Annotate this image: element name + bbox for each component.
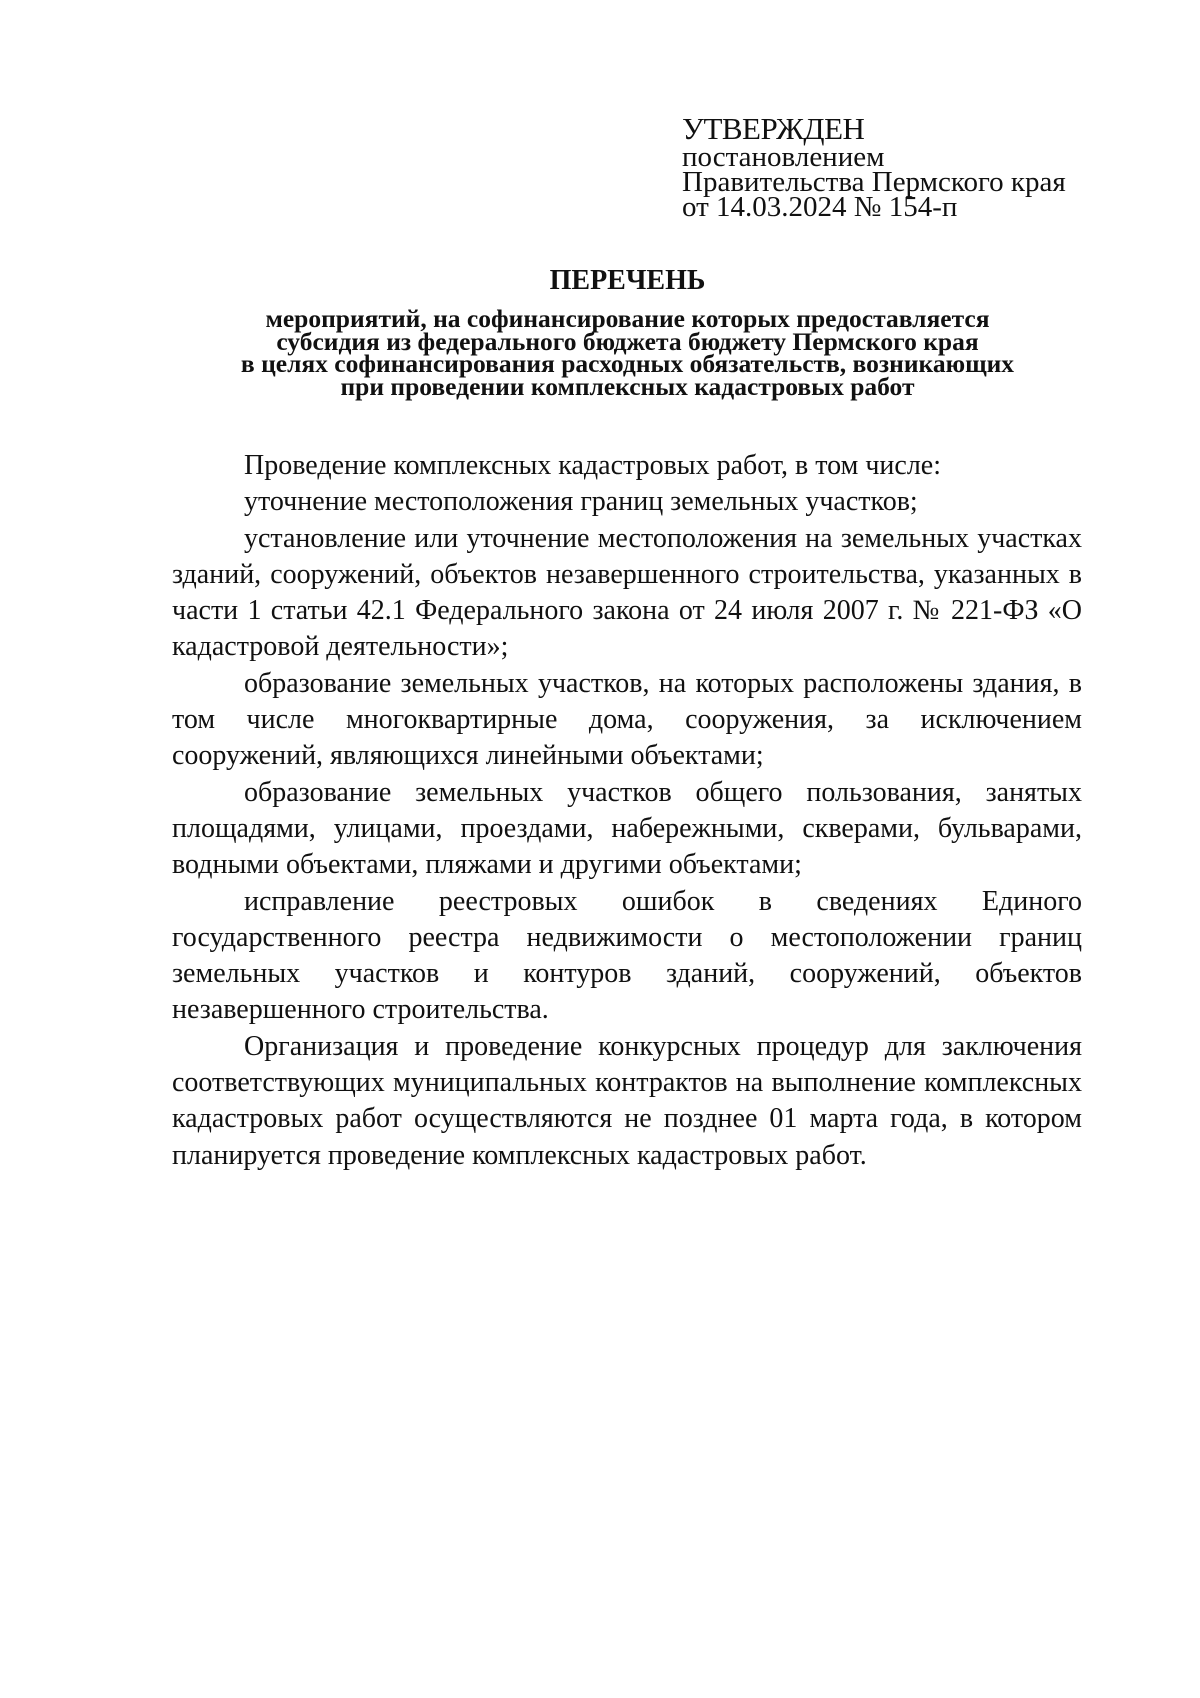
approval-stamp: УТВЕРЖДЕН [682,111,865,146]
subtitle-line: при проведении комплексных кадастровых работ [340,371,915,401]
body-paragraph: исправление реестровых ошибок в сведениях Единого государственного реестра недвижимости о местоположении границ земельных участков и контуров зданий, сооружений, объектов незавершенного строительства. [172,885,1082,1026]
body-paragraph: образование земельных участков, на которых расположены здания, в том числе многоквартирные дома, сооружения, за исключением сооружений, являющихся линейными объектами; [172,667,1082,772]
approval-resolution-line: постановлением [682,141,885,173]
body-paragraph: уточнение местоположения границ земельных участков; [244,486,918,518]
subtitle-line: субсидия из федерального бюджета бюджету Пермского края [276,326,979,356]
body-paragraph: Проведение комплексных кадастровых работ, в том числе: [244,450,941,481]
body-paragraph: Организация и проведение конкурсных процедур для заключения соответствующих муниципальных контрактов на выполнение комплексных кадастровых работ осуществляются не позднее 01 марта года, в котором планируется проведение комплексных кадастровых работ. [172,1030,1082,1171]
approval-block [682,111,1066,223]
approval-government-line: Правительства Пермского края [682,166,1066,198]
document-title: ПЕРЕЧЕНЬ [549,265,706,296]
body-paragraph: установление или уточнение местоположения на земельных участках зданий, сооружений, объектов незавершенного строительства, указанных в части 1 статьи 42.1 Федерального закона от 24 июля 2007 г. № 221-ФЗ «О кадастровой деятельности»; [172,522,1082,663]
document-subtitle [0,304,1200,401]
body-paragraph: образование земельных участков общего пользования, занятых площадями, улицами, проездами, набережными, скверами, бульварами, водными объектами, пляжами и другими объектами; [172,776,1082,881]
approval-date-number: от 14.03.2024 № 154-п [682,191,958,223]
document-body [172,448,1082,1174]
subtitle-line: в целях софинансирования расходных обязательств, возникающих [240,349,1015,378]
subtitle-line: мероприятий, на софинансирование которых предоставляется [265,304,990,333]
